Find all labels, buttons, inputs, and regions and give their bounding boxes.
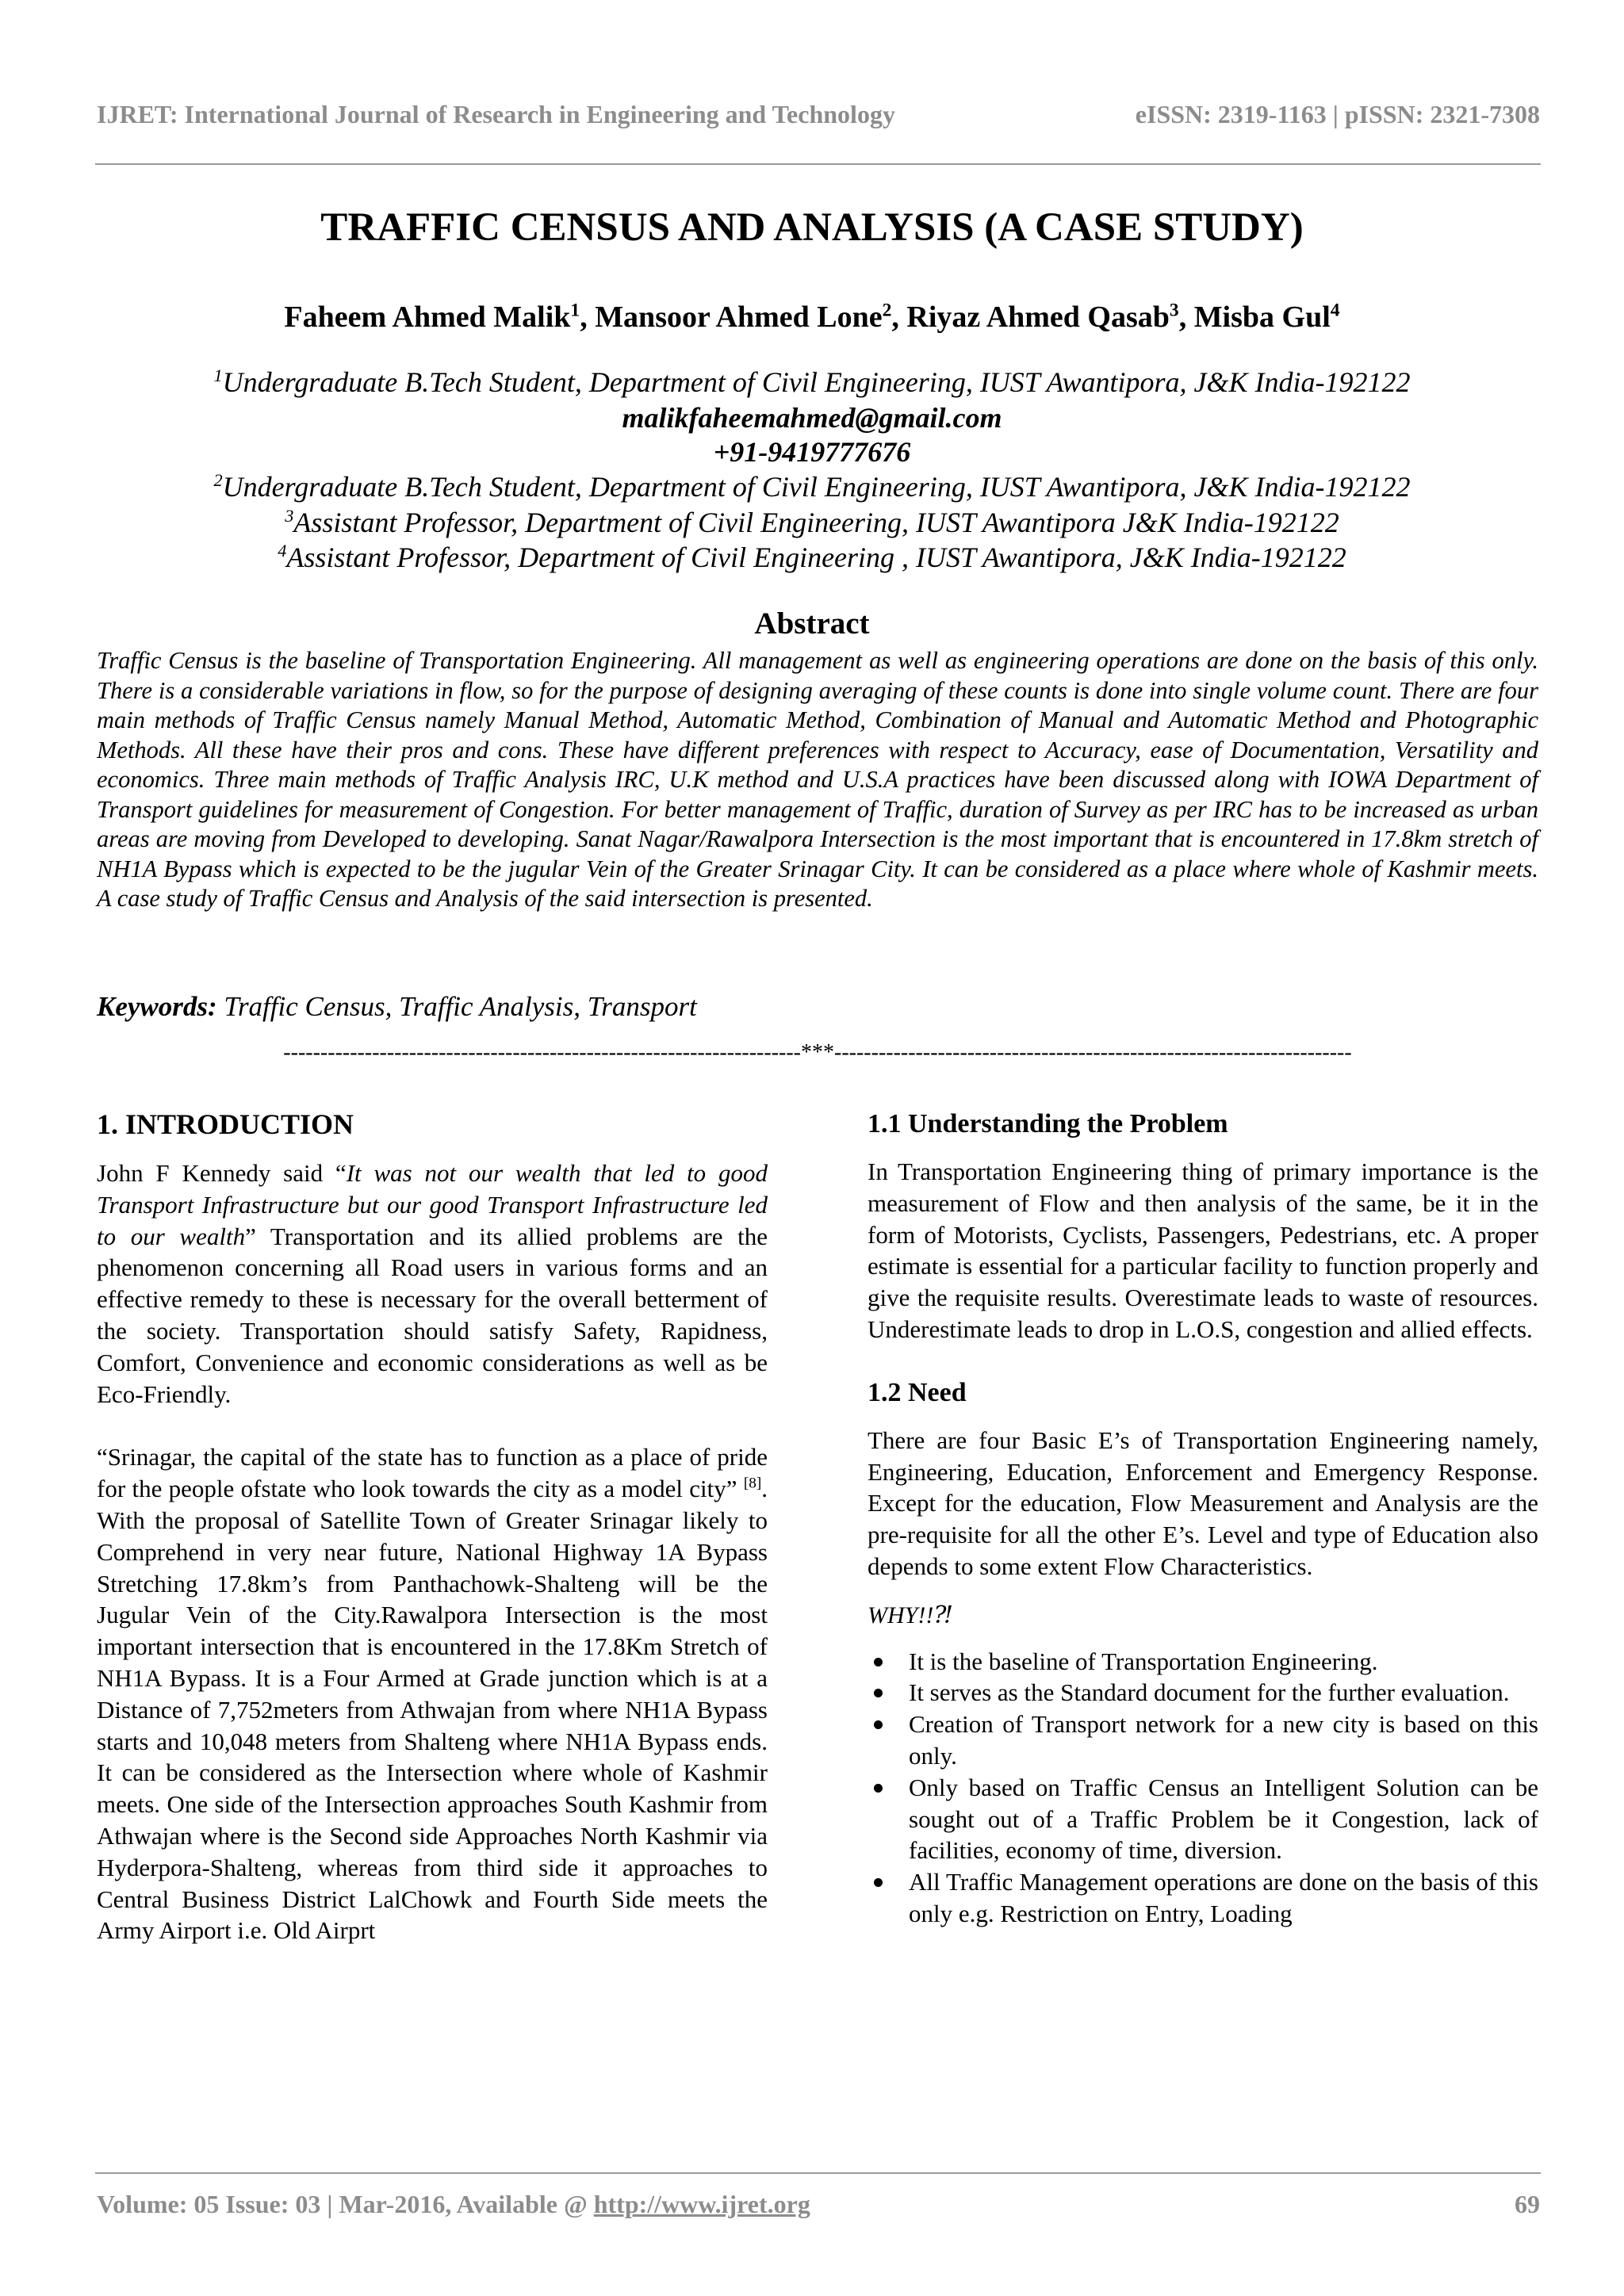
affiliation-4 bbox=[0, 540, 1624, 575]
why-label: WHY!!⁈ bbox=[868, 1601, 952, 1628]
intro-heading: 1. INTRODUCTION bbox=[97, 1108, 354, 1140]
list-item-text: It serves as the Standard document for the further evaluation. bbox=[909, 1678, 1510, 1707]
journal-header: IJRET: International Journal of Research in Engineering and Technology bbox=[97, 100, 895, 128]
author-superscript: 2 bbox=[882, 300, 892, 321]
bullet-icon bbox=[874, 1658, 883, 1667]
affiliation-1 bbox=[0, 365, 1624, 400]
section-1-1-heading: 1.1 Understanding the Problem bbox=[868, 1109, 1228, 1138]
footer-volume bbox=[97, 2190, 810, 2219]
bullet-list bbox=[868, 1646, 1538, 1930]
section-separator: ----------------------------------------------------------------------***---------------------------------------------------------------------- bbox=[283, 1040, 1352, 1065]
author-name: Faheem Ahmed Malik bbox=[284, 300, 571, 334]
author-email bbox=[0, 400, 1624, 435]
list-item-text: All Traffic Management operations are done on the basis of this only e.g. Restriction on Entry, Loading bbox=[909, 1868, 1538, 1927]
footer-rule bbox=[95, 2172, 1541, 2174]
kennedy-quote: It was not our wealth that led to good Transport Infrastructure but our good Transport Infrastructure led to our wealth bbox=[97, 1159, 768, 1250]
paragraph-gap bbox=[97, 1410, 768, 1441]
author-superscript: 1 bbox=[570, 300, 580, 321]
author-separator: , bbox=[891, 300, 907, 334]
list-item bbox=[868, 1772, 1538, 1866]
bullet-icon bbox=[874, 1689, 883, 1697]
list-item-text: It is the baseline of Transportation Engineering. bbox=[909, 1647, 1378, 1675]
affiliation-2 bbox=[0, 469, 1624, 504]
text-span: John F Kennedy said “ bbox=[97, 1159, 347, 1187]
affiliation-text: Assistant Professor, Department of Civil Engineering , IUST Awantipora, J&K India-192122 bbox=[286, 541, 1346, 573]
author-list bbox=[0, 300, 1624, 335]
paper-title: TRAFFIC CENSUS AND ANALYSIS (A CASE STUDY) bbox=[320, 205, 1304, 250]
intro-paragraph-2 bbox=[97, 1441, 768, 1946]
email-text: malikfaheemahmed@gmail.com bbox=[622, 402, 1002, 434]
paragraph-gap bbox=[868, 1345, 1538, 1376]
author-name: Misba Gul bbox=[1193, 300, 1331, 334]
keywords-label: Keywords: bbox=[97, 991, 217, 1022]
phone-text: +91-9419777676 bbox=[713, 436, 911, 468]
affiliation-3 bbox=[0, 505, 1624, 540]
right-column bbox=[868, 1107, 1538, 1930]
keywords-line bbox=[97, 991, 697, 1023]
author-separator: , bbox=[1178, 300, 1194, 334]
journal-link[interactable]: http://www.ijret.org bbox=[593, 2190, 810, 2218]
affiliation-text: Assistant Professor, Department of Civil Engineering, IUST Awantipora J&K India-192122 bbox=[293, 507, 1339, 538]
issn-header: eISSN: 2319-1163 | pISSN: 2321-7308 bbox=[1135, 100, 1540, 128]
abstract-body: Traffic Census is the baseline of Transportation Engineering. All management as well as engineering operations are done on the basis of this only. There is a considerable variations in flow, so for the purpose of designing averaging of these counts is done into single volume count. There are four main methods of Traffic Census namely Manual Method, Automatic Method, Combination of Manual and Automatic Method and Photographic Methods. All these have their pros and cons. These have different preferences with respect to Accuracy, ease of Documentation, Versatility and economics. Three main methods of Traffic Analysis IRC, U.K method and U.S.A practices have been discussed along with IOWA Department of Transport guidelines for measurement of Congestion. For better management of Traffic, duration of Survey as per IRC has to be increased as urban areas are moving from Developed to developing. Sanat Nagar/Rawalpora Intersection is the most important that is encountered in 17.8km stretch of NH1A Bypass which is expected to be the jugular Vein of the Greater Srinagar City. It can be considered as a place where whole of Kashmir meets. A case study of Traffic Census and Analysis of the said intersection is presented. bbox=[97, 647, 1538, 912]
text-span: ” Transportation and its allied problems are the phenomenon concerning all Road users in various forms and an effective remedy to these is necessary for the overall betterment of the society. Transportation should satisfy Safety, Rapidness, Comfort, Convenience and economic considerations as well as be Eco-Friendly. bbox=[97, 1222, 768, 1408]
keywords-value: Traffic Census, Traffic Analysis, Transport bbox=[224, 991, 697, 1022]
section-1-1-body: In Transportation Engineering thing of primary importance is the measurement of Flow and then analysis of the same, be it in the form of Motorists, Cyclists, Passengers, Pedestrians, etc. A proper estimate is essential for a particular facility to function properly and give the requisite results. Overestimate leads to waste of resources. Underestimate leads to drop in L.O.S, congestion and allied effects. bbox=[868, 1158, 1538, 1343]
affiliation-superscript: 2 bbox=[213, 470, 223, 490]
citation-ref: [8] bbox=[743, 1475, 762, 1492]
author-superscript: 4 bbox=[1330, 300, 1340, 321]
affiliation-text: Undergraduate B.Tech Student, Department of Civil Engineering, IUST Awantipora, J&K India-192122 bbox=[222, 471, 1411, 503]
page-number: 69 bbox=[1515, 2190, 1540, 2218]
list-item-text: Only based on Traffic Census an Intelligent Solution can be sought out of a Traffic Problem be it Congestion, lack of facilities, economy of time, diversion. bbox=[909, 1773, 1538, 1865]
author-separator: , bbox=[580, 300, 596, 334]
affiliation-text: Undergraduate B.Tech Student, Department of Civil Engineering, IUST Awantipora, J&K India-192122 bbox=[222, 366, 1411, 398]
abstract-heading: Abstract bbox=[754, 607, 870, 641]
list-item-text: Creation of Transport network for a new city is based on this only. bbox=[909, 1710, 1538, 1770]
affiliation-superscript: 1 bbox=[213, 365, 223, 385]
header-rule bbox=[95, 163, 1541, 165]
text-span: “Srinagar, the capital of the state has to function as a place of pride for the people ofstate who look towards the city as a model city” bbox=[97, 1443, 768, 1503]
list-item bbox=[868, 1709, 1538, 1772]
affiliation-superscript: 3 bbox=[285, 506, 294, 526]
list-item bbox=[868, 1646, 1538, 1678]
list-item bbox=[868, 1866, 1538, 1930]
author-superscript: 3 bbox=[1169, 300, 1179, 321]
bullet-icon bbox=[874, 1878, 883, 1887]
affiliation-superscript: 4 bbox=[278, 541, 287, 561]
footer-text: Volume: 05 Issue: 03 | Mar-2016, Available @ bbox=[97, 2190, 594, 2218]
list-item bbox=[868, 1677, 1538, 1709]
section-1-2-body: There are four Basic E’s of Transportation Engineering namely, Engineering, Education, Enforcement and Emergency Response. Except for the education, Flow Measurement and Analysis are the pre-requisite for all the other E’s. Level and type of Education also depends to some extent Flow Characteristics. bbox=[868, 1425, 1538, 1580]
section-1-2-heading: 1.2 Need bbox=[868, 1377, 967, 1407]
intro-paragraph-1 bbox=[97, 1158, 768, 1410]
left-column bbox=[97, 1107, 768, 1946]
author-name: Mansoor Ahmed Lone bbox=[595, 300, 883, 334]
author-phone bbox=[0, 434, 1624, 469]
author-name: Riyaz Ahmed Qasab bbox=[906, 300, 1170, 334]
bullet-icon bbox=[874, 1720, 883, 1729]
text-span: . With the proposal of Satellite Town of Greater Srinagar likely to Comprehend in very near future, National Highway 1A Bypass Stretching 17.8km’s from Panthachowk-Shalteng will be the Jugular Vein of the City.Rawalpora Intersection is the most important intersection that is encountered in the 17.8Km Stretch of NH1A Bypass. It is a Four Armed at Grade junction which is at a Distance of 7,752meters from Athwajan from where NH1A Bypass starts and 10,048 meters from Shalteng where NH1A Bypass ends. It can be considered as the Intersection where whole of Kashmir meets. One side of the Intersection approaches South Kashmir from Athwajan where is the Second side Approaches North Kashmir via Hyderpora-Shalteng, whereas from third side it approaches to Central Business District LalChowk and Fourth Side meets the Army Airport i.e. Old Airprt bbox=[97, 1475, 768, 1945]
bullet-icon bbox=[874, 1784, 883, 1793]
